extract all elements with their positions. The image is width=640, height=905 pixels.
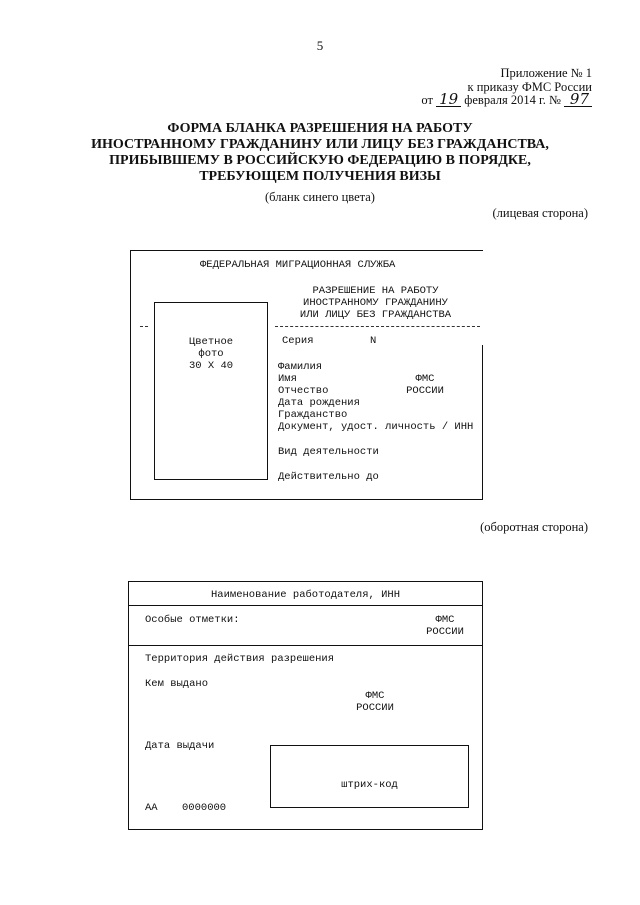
back-right-border [482, 581, 483, 830]
field-citizenship: Гражданство [278, 409, 348, 421]
back-divider-2 [128, 645, 483, 646]
back-side-label: (оборотная сторона) [480, 520, 588, 534]
series-label: Серия [282, 335, 314, 347]
page-number: 5 [316, 38, 324, 53]
front-top-border [130, 250, 483, 251]
appendix-date-prefix: от [421, 93, 433, 107]
appendix-date-month-year: февраля 2014 г. № [464, 93, 561, 107]
fold-line-right [275, 326, 480, 327]
front-service-name: ФЕДЕРАЛЬНАЯ МИГРАЦИОННАЯ СЛУЖБА [200, 259, 396, 271]
special-marks-field: Особые отметки: [145, 614, 240, 626]
permit-line-3: ИЛИ ЛИЦУ БЕЗ ГРАЖДАНСТВА [299, 309, 452, 321]
photo-line-3: 30 Х 40 [188, 360, 234, 372]
title-line-4: ТРЕБУЮЩЕМ ПОЛУЧЕНИЯ ВИЗЫ [199, 169, 441, 184]
back-stamp-2-line-1: ФМС [365, 690, 385, 702]
barcode-box [270, 745, 469, 808]
fold-line-left [140, 326, 148, 327]
territory-field: Территория действия разрешения [145, 653, 335, 665]
appendix-line-2: к приказу ФМС России [467, 80, 592, 94]
back-stamp-2-line-2: РОССИИ [356, 702, 394, 714]
front-right-border [482, 345, 483, 500]
back-divider-1 [128, 605, 483, 606]
photo-line-1: Цветное [188, 336, 234, 348]
title-line-2: ИНОСТРАННОМУ ГРАЖДАНИНУ ИЛИ ЛИЦУ БЕЗ ГРАЖДАНСТВА, [91, 137, 549, 152]
back-bottom-border [128, 829, 483, 830]
field-name: Имя [278, 373, 297, 385]
permit-line-1: РАЗРЕШЕНИЕ НА РАБОТУ [312, 285, 439, 297]
title-line-1: ФОРМА БЛАНКА РАЗРЕШЕНИЯ НА РАБОТУ [167, 121, 473, 136]
issue-date-field: Дата выдачи [145, 740, 215, 752]
back-number: 0000000 [182, 802, 227, 814]
field-activity: Вид деятельности [278, 446, 379, 458]
field-surname: Фамилия [278, 361, 323, 373]
photo-placeholder [154, 302, 268, 480]
field-birth-date: Дата рождения [278, 397, 360, 409]
appendix-order-number: 97 [564, 93, 592, 107]
back-top-border [128, 581, 483, 582]
back-stamp-1-line-1: ФМС [435, 614, 455, 626]
barcode-label: штрих-код [341, 779, 398, 791]
document-title [0, 121, 640, 185]
blank-color-note: (бланк синего цвета) [265, 190, 375, 204]
front-stamp-line-2: РОССИИ [406, 385, 444, 397]
photo-line-2: фото [198, 348, 224, 360]
field-valid-until: Действительно до [278, 471, 379, 483]
front-stamp-line-1: ФМС [415, 373, 435, 385]
number-label: N [370, 335, 377, 347]
field-identity-document: Документ, удост. личность / ИНН [278, 421, 474, 433]
back-left-border [128, 581, 129, 830]
appendix-date-day: 19 [436, 93, 461, 107]
front-left-border [130, 250, 131, 500]
back-stamp-1-line-2: РОССИИ [426, 626, 464, 638]
back-series: АА [145, 802, 158, 814]
permit-line-2: ИНОСТРАННОМУ ГРАЖДАНИНУ [303, 297, 448, 309]
appendix-line-1: Приложение № 1 [500, 66, 592, 80]
issued-by-field: Кем выдано [145, 678, 209, 690]
front-bottom-border [130, 499, 483, 500]
employer-field: Наименование работодателя, ИНН [210, 589, 401, 601]
front-side-label: (лицевая сторона) [492, 206, 588, 220]
appendix-date-line [421, 90, 592, 108]
field-patronymic: Отчество [278, 385, 329, 397]
title-line-3: ПРИБЫВШЕМУ В РОССИЙСКУЮ ФЕДЕРАЦИЮ В ПОРЯДКЕ, [109, 153, 531, 168]
